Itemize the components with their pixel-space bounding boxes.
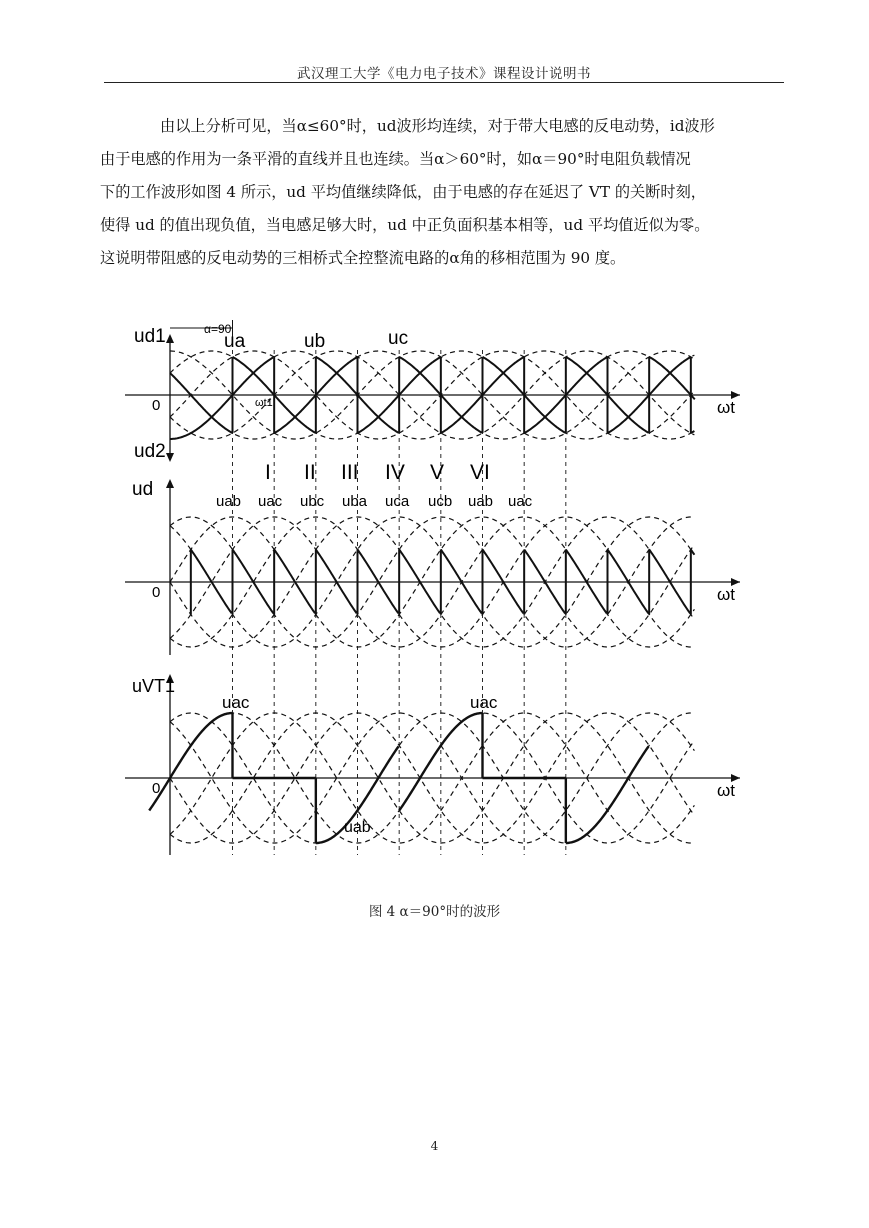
ud1-conduction-curve [170, 373, 232, 433]
sector-label: II [304, 461, 316, 484]
sector-label: IV [385, 461, 405, 484]
ud2-axis-label: ud2 [134, 441, 166, 462]
waveform-figure [100, 310, 760, 874]
zero-label: 0 [152, 397, 161, 414]
line-label: uab [468, 493, 494, 510]
phase-label-uc: uc [388, 328, 409, 349]
wt-axis-label: ωt [717, 585, 735, 604]
zero-label: 0 [152, 584, 161, 601]
uab-label: uab [344, 819, 371, 836]
ud1-axis-label: ud1 [134, 326, 166, 347]
waveform-diagram [100, 310, 760, 870]
paragraph-line: 下的工作波形如图 4 所示，ud 平均值继续降低，由于电感的存在延迟了 VT 的关断时刻， [100, 183, 706, 201]
line-label: uac [508, 493, 533, 510]
line-label: ubc [300, 493, 325, 510]
uvt1-curve [566, 746, 649, 843]
sector-label: I [265, 461, 271, 484]
y-axis-arrow [166, 334, 174, 343]
body-paragraph [100, 110, 790, 275]
phase-label-ua: ua [224, 331, 246, 352]
paragraph-line: 使得 ud 的值出现负值，当电感足够大时，ud 中正负面积基本相等，ud 平均值近似为零。 [100, 216, 710, 234]
page-header: 武汉理工大学《电力电子技术》课程设计说明书 [297, 66, 591, 82]
sector-label: VI [470, 461, 490, 484]
line-label: uba [342, 493, 368, 510]
figure-caption: 图 4 α＝90°时的波形 [368, 904, 501, 920]
line-label: ucb [428, 493, 453, 510]
paragraph-line: 由以上分析可见，当α≤60°时，ud波形均连续，对于带大电感的反电动势，id波形 [160, 117, 715, 135]
zero-label: 0 [152, 780, 161, 797]
sector-label: III [341, 461, 359, 484]
uac-label: uac [470, 693, 498, 712]
uvt1-curve [149, 713, 232, 811]
paragraph-line: 这说明带阻感的反电动势的三相桥式全控整流电路的α角的移相范围为 90 度。 [100, 249, 626, 267]
ud-axis-label: ud [132, 479, 154, 500]
alpha-label: α=90 [204, 322, 232, 336]
wt-axis-label: ωt [717, 398, 735, 417]
ud1-conduction-curve [649, 357, 695, 399]
page-number: 4 [430, 1139, 439, 1153]
paragraph-line: 由于电感的作用为一条平滑的直线并且也连续。当α＞60°时，如α＝90°时电阻负载情况 [100, 150, 691, 168]
uac-label: uac [222, 693, 250, 712]
line-label: uab [216, 493, 242, 510]
uvt1-axis-label: uVT1 [132, 676, 176, 696]
y-axis-arrow [166, 479, 174, 488]
wt-axis-label: ωt [717, 781, 735, 800]
line-label: uac [258, 493, 283, 510]
phase-label-ub: ub [304, 331, 326, 352]
sector-label: V [430, 461, 445, 484]
line-label: uca [385, 493, 410, 510]
wt1-label: ωt1 [255, 397, 273, 409]
y-axis-arrow [166, 453, 174, 462]
header-rule [104, 82, 784, 83]
